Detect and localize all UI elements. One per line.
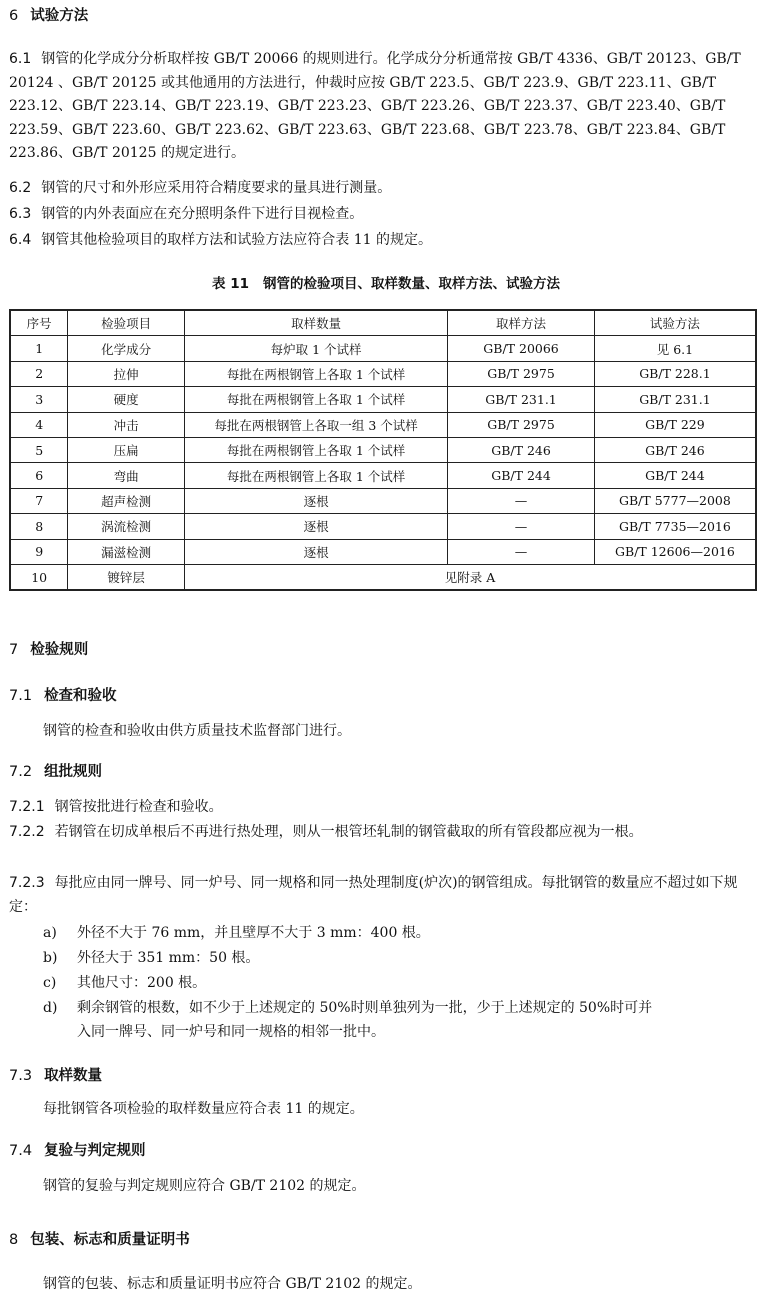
table-cell: 每批在两根钢管上各取一组 3 个试样 bbox=[185, 412, 448, 437]
section-title: 检验规则 bbox=[30, 642, 89, 658]
table-cell: GB/T 20066 bbox=[448, 336, 595, 361]
clause-number: 6.3 bbox=[9, 206, 32, 222]
table-cell: GB/T 2975 bbox=[448, 361, 595, 386]
header-cell: 序号 bbox=[10, 310, 68, 336]
table-caption bbox=[0, 272, 772, 292]
table-cell: 7 bbox=[10, 488, 68, 513]
clause-text: 若钢管在切成单根后不再进行热处理，则从一根管坯轧制的钢管截取的所有管段都应视为一根。 bbox=[54, 824, 643, 840]
paragraph-6-1 bbox=[9, 48, 758, 166]
table-cell: 2 bbox=[10, 361, 68, 386]
section-title: 复验与判定规则 bbox=[44, 1143, 146, 1159]
table-cell: — bbox=[448, 514, 595, 539]
table-row bbox=[10, 539, 756, 564]
table-cell: GB/T 244 bbox=[448, 463, 595, 488]
section-7-4-heading bbox=[9, 1139, 146, 1160]
table-row bbox=[10, 564, 756, 590]
table-cell: 逐根 bbox=[185, 539, 448, 564]
paragraph-6-3 bbox=[9, 203, 758, 227]
table-cell: 每批在两根钢管上各取 1 个试样 bbox=[185, 463, 448, 488]
paragraph-6-4 bbox=[9, 229, 758, 253]
table-cell: 涡流检测 bbox=[68, 514, 185, 539]
list-text: 外径大于 351 mm：50 根。 bbox=[77, 950, 260, 966]
clause-text: 钢管的内外表面应在充分照明条件下进行目视检查。 bbox=[41, 206, 364, 222]
table-cell: 硬度 bbox=[68, 387, 185, 412]
section-number: 7 bbox=[9, 642, 19, 658]
table-cell: 拉伸 bbox=[68, 361, 185, 386]
header-cell: 检验项目 bbox=[68, 310, 185, 336]
list-text: 其他尺寸：200 根。 bbox=[77, 975, 207, 991]
table-cell: 每批在两根钢管上各取 1 个试样 bbox=[185, 387, 448, 412]
table-number: 表 11 bbox=[212, 276, 249, 292]
table-cell: 压扁 bbox=[68, 437, 185, 462]
paragraph-8: 钢管的包装、标志和质量证明书应符合 GB/T 2102 的规定。 bbox=[43, 1276, 422, 1292]
table-title: 钢管的检验项目、取样数量、取样方法、试验方法 bbox=[263, 276, 560, 292]
table-cell: 1 bbox=[10, 336, 68, 361]
list-text-line1: 剩余钢管的根数，如不少于上述规定的 50%时则单独列为一批，少于上述规定的 50%时可并 bbox=[77, 1000, 653, 1016]
clause-text: 每批应由同一牌号、同一炉号、同一规格和同一热处理制度(炉次)的钢管组成。每批钢管的数量应不超过如下规定： bbox=[9, 875, 738, 915]
table-cell: GB/T 7735—2016 bbox=[594, 514, 756, 539]
table-row bbox=[10, 361, 756, 386]
section-title: 检查和验收 bbox=[44, 688, 117, 704]
table-cell: 3 bbox=[10, 387, 68, 412]
clause-text: 钢管的化学成分分析取样按 GB/T 20066 的规则进行。化学成分分析通常按 GB/T 4336、GB/T 20123、GB/T 20124 、GB/T 20125 或其他通用的方法进行，仲裁时应按 GB/T 223.5、GB/T 223.9、GB/T 223.11、GB/T 223.12、GB/T 223.14、GB/T 223.19、GB/T 223.23、GB/T 223.26、GB/T 223.37、GB/T 223.40、GB/T 223.59、GB/T 223.60、GB/T 223.62、GB/T 223.63、GB/T 223.68、GB/T 223.78、GB/T 223.84、GB/T 223.86、GB/T 20125 的规定进行。 bbox=[9, 51, 741, 161]
list-item-b bbox=[43, 947, 758, 971]
table-cell: 5 bbox=[10, 437, 68, 462]
section-title: 包装、标志和质量证明书 bbox=[30, 1232, 190, 1248]
table-cell: 漏滋检测 bbox=[68, 539, 185, 564]
section-7-1-heading bbox=[9, 684, 117, 705]
header-cell: 取样数量 bbox=[185, 310, 448, 336]
list-marker: d) bbox=[43, 1000, 58, 1016]
table-cell: 8 bbox=[10, 514, 68, 539]
table-cell: GB/T 2975 bbox=[448, 412, 595, 437]
section-title: 试验方法 bbox=[30, 8, 89, 24]
clause-number: 6.1 bbox=[9, 51, 32, 67]
table-cell: GB/T 231.1 bbox=[594, 387, 756, 412]
list-marker: a) bbox=[43, 925, 57, 941]
table-cell: GB/T 246 bbox=[448, 437, 595, 462]
section-number: 8 bbox=[9, 1232, 19, 1248]
section-number: 7.4 bbox=[9, 1143, 33, 1159]
list-text: 外径不大于 76 mm，并且壁厚不大于 3 mm：400 根。 bbox=[77, 925, 430, 941]
section-title: 取样数量 bbox=[44, 1068, 103, 1084]
table-cell: 见 6.1 bbox=[594, 336, 756, 361]
table-row bbox=[10, 412, 756, 437]
clause-number: 6.4 bbox=[9, 232, 32, 248]
table-cell: GB/T 246 bbox=[594, 437, 756, 462]
table-row bbox=[10, 387, 756, 412]
paragraph-7-2-2 bbox=[9, 821, 758, 845]
section-7-2-heading bbox=[9, 760, 102, 781]
table-cell: 6 bbox=[10, 463, 68, 488]
table-cell: GB/T 244 bbox=[594, 463, 756, 488]
paragraph-7-2-1 bbox=[9, 796, 758, 820]
table-cell: GB/T 12606—2016 bbox=[594, 539, 756, 564]
table-cell: GB/T 231.1 bbox=[448, 387, 595, 412]
table-cell: 化学成分 bbox=[68, 336, 185, 361]
section-7-3-heading bbox=[9, 1064, 102, 1085]
section-title: 组批规则 bbox=[44, 764, 103, 780]
table-cell: GB/T 5777—2008 bbox=[594, 488, 756, 513]
section-number: 7.3 bbox=[9, 1068, 33, 1084]
table-cell: 每炉取 1 个试样 bbox=[185, 336, 448, 361]
paragraph-6-2 bbox=[9, 177, 758, 201]
list-marker: b) bbox=[43, 950, 58, 966]
clause-text: 钢管的尺寸和外形应采用符合精度要求的量具进行测量。 bbox=[41, 180, 392, 196]
table-cell: GB/T 228.1 bbox=[594, 361, 756, 386]
table-cell: 冲击 bbox=[68, 412, 185, 437]
section-number: 7.2 bbox=[9, 764, 33, 780]
table-cell: 镀锌层 bbox=[68, 564, 185, 590]
table-cell: 每批在两根钢管上各取 1 个试样 bbox=[185, 437, 448, 462]
table-cell-merged: 见附录 A bbox=[185, 564, 756, 590]
list-item-c bbox=[43, 972, 758, 996]
table-cell: GB/T 229 bbox=[594, 412, 756, 437]
table-cell: 9 bbox=[10, 539, 68, 564]
paragraph-7-1: 钢管的检查和验收由供方质量技术监督部门进行。 bbox=[43, 723, 351, 739]
list-text-line2: 入同一牌号、同一炉号和同一规格的相邻一批中。 bbox=[77, 1023, 385, 1040]
header-cell: 试验方法 bbox=[594, 310, 756, 336]
paragraph-7-3: 每批钢管各项检验的取样数量应符合表 11 的规定。 bbox=[43, 1101, 364, 1117]
list-item-d bbox=[43, 997, 758, 1044]
clause-number: 6.2 bbox=[9, 180, 32, 196]
clause-number: 7.2.1 bbox=[9, 799, 45, 815]
section-number: 7.1 bbox=[9, 688, 33, 704]
clause-text: 钢管其他检验项目的取样方法和试验方法应符合表 11 的规定。 bbox=[41, 232, 432, 248]
table-cell: 每批在两根钢管上各取 1 个试样 bbox=[185, 361, 448, 386]
paragraph-7-4: 钢管的复验与判定规则应符合 GB/T 2102 的规定。 bbox=[43, 1178, 366, 1194]
table-row bbox=[10, 463, 756, 488]
section-6-heading bbox=[9, 4, 88, 25]
table-cell: — bbox=[448, 488, 595, 513]
table-header-row bbox=[10, 310, 756, 336]
clause-number: 7.2.2 bbox=[9, 824, 45, 840]
table-cell: 逐根 bbox=[185, 514, 448, 539]
table-cell: 4 bbox=[10, 412, 68, 437]
table-cell: 超声检测 bbox=[68, 488, 185, 513]
table-row bbox=[10, 437, 756, 462]
table-cell: — bbox=[448, 539, 595, 564]
clause-number: 7.2.3 bbox=[9, 875, 45, 891]
table-cell: 弯曲 bbox=[68, 463, 185, 488]
inspection-table bbox=[9, 309, 757, 591]
table-cell: 逐根 bbox=[185, 488, 448, 513]
section-7-heading bbox=[9, 638, 88, 659]
paragraph-7-2-3 bbox=[9, 872, 758, 919]
table-row bbox=[10, 488, 756, 513]
table-cell: 10 bbox=[10, 564, 68, 590]
list-marker: c) bbox=[43, 975, 57, 991]
table-row bbox=[10, 336, 756, 361]
section-8-heading bbox=[9, 1228, 190, 1249]
table-row bbox=[10, 514, 756, 539]
clause-text: 钢管按批进行检查和验收。 bbox=[54, 799, 223, 815]
header-cell: 取样方法 bbox=[448, 310, 595, 336]
section-number: 6 bbox=[9, 8, 19, 24]
list-item-a bbox=[43, 922, 758, 946]
